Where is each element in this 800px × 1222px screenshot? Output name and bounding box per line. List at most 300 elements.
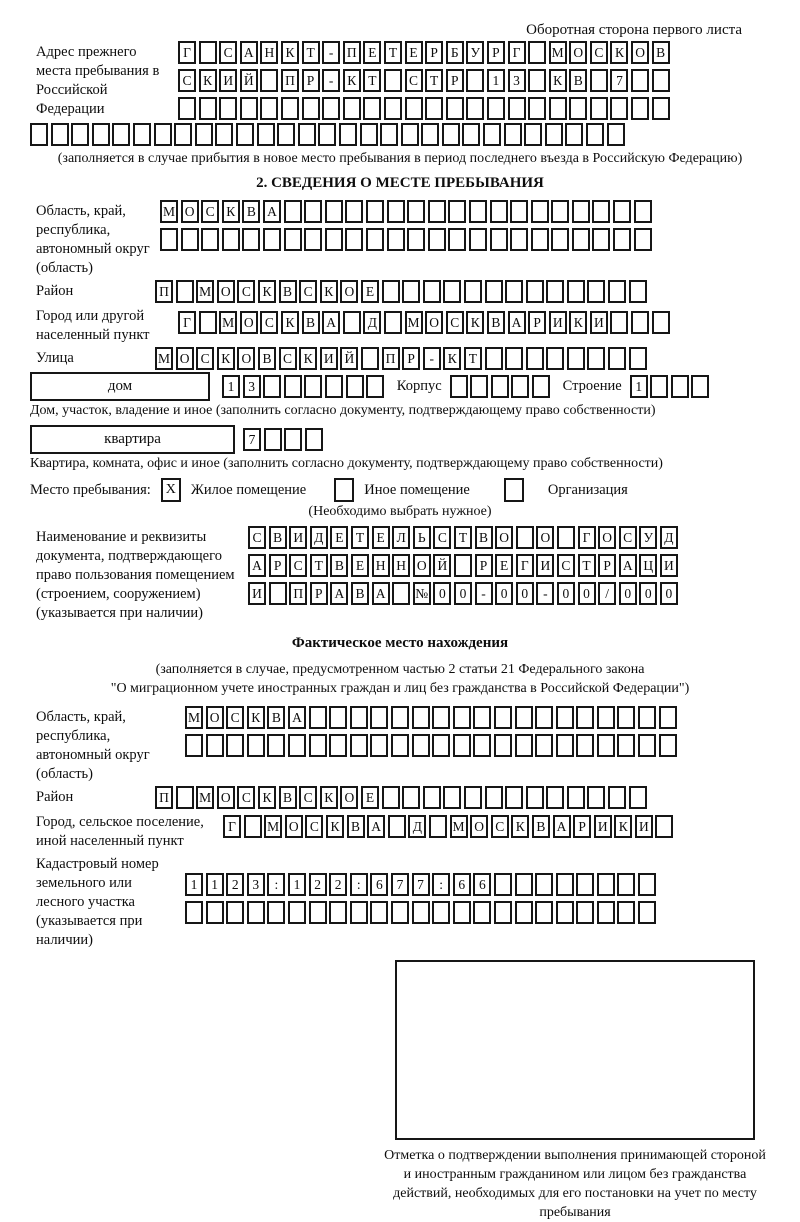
char-cell[interactable] [532, 375, 550, 398]
char-cell[interactable] [556, 873, 574, 896]
char-cell[interactable] [370, 734, 388, 757]
char-cell[interactable]: О [240, 311, 258, 334]
char-cell[interactable]: И [320, 347, 338, 370]
char-cell[interactable] [215, 123, 233, 146]
char-cell[interactable]: А [553, 815, 571, 838]
char-cell[interactable]: 6 [453, 873, 471, 896]
char-cell[interactable] [388, 815, 406, 838]
char-cell[interactable] [613, 200, 631, 223]
char-cell[interactable]: Т [464, 347, 482, 370]
char-cell[interactable]: К [299, 347, 317, 370]
char-cell[interactable] [464, 280, 482, 303]
char-cell[interactable] [565, 123, 583, 146]
char-cell[interactable] [421, 123, 439, 146]
char-cell[interactable] [402, 280, 420, 303]
char-cell[interactable]: С [279, 347, 297, 370]
char-cell[interactable]: В [267, 706, 285, 729]
char-cell[interactable] [366, 200, 384, 223]
char-cell[interactable] [473, 901, 491, 924]
char-cell[interactable] [384, 97, 402, 120]
char-cell[interactable] [240, 97, 258, 120]
char-cell[interactable] [325, 375, 343, 398]
char-cell[interactable]: К [320, 280, 338, 303]
char-cell[interactable] [112, 123, 130, 146]
char-cell[interactable] [443, 786, 461, 809]
char-cell[interactable]: Е [351, 554, 369, 577]
char-cell[interactable]: 0 [454, 582, 472, 605]
char-cell[interactable]: Г [516, 554, 534, 577]
char-cell[interactable]: И [660, 554, 678, 577]
char-cell[interactable] [382, 786, 400, 809]
char-cell[interactable]: Г [178, 311, 196, 334]
char-cell[interactable]: П [343, 41, 361, 64]
char-cell[interactable] [284, 375, 302, 398]
char-cell[interactable] [528, 97, 546, 120]
char-cell[interactable] [607, 123, 625, 146]
char-cell[interactable] [631, 311, 649, 334]
char-cell[interactable] [160, 228, 178, 251]
char-cell[interactable]: Й [340, 347, 358, 370]
char-cell[interactable]: К [281, 311, 299, 334]
char-cell[interactable]: С [248, 526, 266, 549]
char-cell[interactable]: 1 [288, 873, 306, 896]
char-cell[interactable]: 3 [243, 375, 261, 398]
char-cell[interactable] [572, 200, 590, 223]
char-cell[interactable]: Р [310, 582, 328, 605]
char-cell[interactable]: К [614, 815, 632, 838]
char-cell[interactable]: С [299, 280, 317, 303]
char-cell[interactable] [546, 280, 564, 303]
char-cell[interactable]: О [631, 41, 649, 64]
char-cell[interactable] [466, 97, 484, 120]
char-cell[interactable]: 0 [557, 582, 575, 605]
char-cell[interactable]: М [185, 706, 203, 729]
char-cell[interactable] [350, 706, 368, 729]
char-cell[interactable]: М [196, 280, 214, 303]
char-cell[interactable]: Т [351, 526, 369, 549]
char-cell[interactable]: Р [573, 815, 591, 838]
char-cell[interactable]: И [635, 815, 653, 838]
char-cell[interactable]: К [343, 69, 361, 92]
char-cell[interactable] [260, 97, 278, 120]
char-cell[interactable] [267, 901, 285, 924]
char-cell[interactable]: Е [361, 280, 379, 303]
char-cell[interactable]: А [240, 41, 258, 64]
char-cell[interactable]: К [569, 311, 587, 334]
char-cell[interactable] [226, 901, 244, 924]
char-cell[interactable] [199, 97, 217, 120]
char-cell[interactable] [597, 734, 615, 757]
char-cell[interactable]: Д [660, 526, 678, 549]
char-cell[interactable]: 6 [370, 873, 388, 896]
char-cell[interactable]: - [536, 582, 554, 605]
char-cell[interactable] [576, 706, 594, 729]
char-cell[interactable]: 7 [243, 428, 261, 451]
char-cell[interactable]: Е [372, 526, 390, 549]
char-cell[interactable] [510, 228, 528, 251]
char-cell[interactable] [526, 280, 544, 303]
checkbox-inoe[interactable] [334, 478, 354, 502]
char-cell[interactable] [350, 901, 368, 924]
char-cell[interactable] [401, 123, 419, 146]
char-cell[interactable]: Т [302, 41, 320, 64]
char-cell[interactable] [629, 786, 647, 809]
char-cell[interactable]: И [248, 582, 266, 605]
char-cell[interactable]: 0 [516, 582, 534, 605]
char-cell[interactable]: - [322, 69, 340, 92]
char-cell[interactable]: 1 [185, 873, 203, 896]
char-cell[interactable] [448, 228, 466, 251]
char-cell[interactable]: А [367, 815, 385, 838]
char-cell[interactable] [392, 582, 410, 605]
char-cell[interactable] [443, 280, 461, 303]
char-cell[interactable] [494, 734, 512, 757]
char-cell[interactable]: : [432, 873, 450, 896]
char-cell[interactable] [597, 873, 615, 896]
char-cell[interactable]: Н [260, 41, 278, 64]
char-cell[interactable]: О [569, 41, 587, 64]
char-cell[interactable] [322, 97, 340, 120]
char-cell[interactable] [199, 311, 217, 334]
char-cell[interactable]: - [322, 41, 340, 64]
char-cell[interactable]: 0 [660, 582, 678, 605]
char-cell[interactable]: С [289, 554, 307, 577]
char-cell[interactable] [567, 347, 585, 370]
char-cell[interactable] [613, 228, 631, 251]
char-cell[interactable]: 3 [247, 873, 265, 896]
char-cell[interactable] [528, 41, 546, 64]
char-cell[interactable] [487, 97, 505, 120]
char-cell[interactable] [387, 200, 405, 223]
char-cell[interactable]: 3 [508, 69, 526, 92]
char-cell[interactable]: Р [425, 41, 443, 64]
char-cell[interactable] [176, 280, 194, 303]
char-cell[interactable] [515, 873, 533, 896]
char-cell[interactable]: Т [384, 41, 402, 64]
char-cell[interactable] [309, 706, 327, 729]
char-cell[interactable]: О [181, 200, 199, 223]
char-cell[interactable] [366, 228, 384, 251]
char-cell[interactable] [370, 901, 388, 924]
char-cell[interactable] [551, 228, 569, 251]
char-cell[interactable] [590, 97, 608, 120]
char-cell[interactable]: С [226, 706, 244, 729]
char-cell[interactable] [302, 97, 320, 120]
char-cell[interactable] [30, 123, 48, 146]
char-cell[interactable]: К [326, 815, 344, 838]
char-cell[interactable] [597, 901, 615, 924]
char-cell[interactable] [671, 375, 689, 398]
char-cell[interactable]: Л [392, 526, 410, 549]
char-cell[interactable] [597, 706, 615, 729]
char-cell[interactable]: М [264, 815, 282, 838]
char-cell[interactable]: С [557, 554, 575, 577]
char-cell[interactable]: К [610, 41, 628, 64]
char-cell[interactable] [429, 815, 447, 838]
char-cell[interactable] [528, 69, 546, 92]
char-cell[interactable] [329, 706, 347, 729]
char-cell[interactable] [531, 200, 549, 223]
char-cell[interactable] [185, 734, 203, 757]
char-cell[interactable]: : [267, 873, 285, 896]
char-cell[interactable] [491, 375, 509, 398]
char-cell[interactable] [407, 228, 425, 251]
char-cell[interactable]: 7 [610, 69, 628, 92]
char-cell[interactable] [524, 123, 542, 146]
char-cell[interactable] [526, 347, 544, 370]
char-cell[interactable] [572, 228, 590, 251]
char-cell[interactable] [432, 706, 450, 729]
char-cell[interactable] [298, 123, 316, 146]
char-cell[interactable]: Р [487, 41, 505, 64]
char-cell[interactable]: Е [405, 41, 423, 64]
char-cell[interactable] [304, 200, 322, 223]
char-cell[interactable] [405, 97, 423, 120]
checkbox-organizatsiya[interactable] [504, 478, 524, 502]
char-cell[interactable]: / [598, 582, 616, 605]
char-cell[interactable]: О [217, 786, 235, 809]
char-cell[interactable] [450, 375, 468, 398]
char-cell[interactable] [526, 786, 544, 809]
char-cell[interactable] [610, 311, 628, 334]
char-cell[interactable] [631, 69, 649, 92]
char-cell[interactable] [504, 123, 522, 146]
char-cell[interactable] [608, 280, 626, 303]
char-cell[interactable]: 0 [578, 582, 596, 605]
char-cell[interactable]: В [242, 200, 260, 223]
char-cell[interactable]: В [279, 280, 297, 303]
char-cell[interactable] [284, 228, 302, 251]
char-cell[interactable] [178, 97, 196, 120]
char-cell[interactable]: Г [578, 526, 596, 549]
char-cell[interactable] [592, 228, 610, 251]
char-cell[interactable] [659, 706, 677, 729]
char-cell[interactable] [329, 901, 347, 924]
char-cell[interactable] [586, 123, 604, 146]
char-cell[interactable]: Т [310, 554, 328, 577]
char-cell[interactable] [617, 901, 635, 924]
char-cell[interactable]: 0 [639, 582, 657, 605]
char-cell[interactable] [610, 97, 628, 120]
char-cell[interactable]: К [247, 706, 265, 729]
char-cell[interactable]: 1 [222, 375, 240, 398]
char-cell[interactable]: А [619, 554, 637, 577]
char-cell[interactable] [412, 734, 430, 757]
char-cell[interactable]: О [340, 786, 358, 809]
char-cell[interactable] [391, 734, 409, 757]
char-cell[interactable]: М [450, 815, 468, 838]
char-cell[interactable] [448, 200, 466, 223]
char-cell[interactable]: Ц [639, 554, 657, 577]
char-cell[interactable] [531, 228, 549, 251]
char-cell[interactable] [470, 375, 488, 398]
char-cell[interactable]: А [248, 554, 266, 577]
char-cell[interactable] [428, 200, 446, 223]
char-cell[interactable]: К [258, 786, 276, 809]
char-cell[interactable] [350, 734, 368, 757]
char-cell[interactable]: О [470, 815, 488, 838]
char-cell[interactable]: Р [598, 554, 616, 577]
char-cell[interactable] [425, 97, 443, 120]
char-cell[interactable] [453, 901, 471, 924]
char-cell[interactable] [432, 901, 450, 924]
char-cell[interactable]: В [279, 786, 297, 809]
char-cell[interactable]: С [446, 311, 464, 334]
char-cell[interactable]: 1 [487, 69, 505, 92]
char-cell[interactable] [391, 901, 409, 924]
char-cell[interactable] [608, 786, 626, 809]
char-cell[interactable]: Т [363, 69, 381, 92]
char-cell[interactable] [505, 786, 523, 809]
char-cell[interactable]: 2 [309, 873, 327, 896]
char-cell[interactable] [247, 734, 265, 757]
char-cell[interactable] [361, 347, 379, 370]
char-cell[interactable] [309, 734, 327, 757]
char-cell[interactable]: В [347, 815, 365, 838]
char-cell[interactable] [154, 123, 172, 146]
char-cell[interactable]: Г [508, 41, 526, 64]
char-cell[interactable]: В [475, 526, 493, 549]
char-cell[interactable]: К [217, 347, 235, 370]
char-cell[interactable]: Д [310, 526, 328, 549]
char-cell[interactable] [269, 582, 287, 605]
char-cell[interactable]: В [258, 347, 276, 370]
char-cell[interactable]: С [590, 41, 608, 64]
char-cell[interactable] [201, 228, 219, 251]
char-cell[interactable]: К [320, 786, 338, 809]
char-cell[interactable] [423, 786, 441, 809]
char-cell[interactable]: Е [330, 526, 348, 549]
char-cell[interactable]: С [260, 311, 278, 334]
char-cell[interactable] [206, 734, 224, 757]
char-cell[interactable] [485, 280, 503, 303]
char-cell[interactable]: К [443, 347, 461, 370]
char-cell[interactable] [206, 901, 224, 924]
char-cell[interactable]: 0 [619, 582, 637, 605]
char-cell[interactable]: Е [363, 41, 381, 64]
char-cell[interactable]: Й [433, 554, 451, 577]
char-cell[interactable] [587, 786, 605, 809]
char-cell[interactable] [263, 375, 281, 398]
char-cell[interactable] [185, 901, 203, 924]
char-cell[interactable] [181, 228, 199, 251]
char-cell[interactable]: : [350, 873, 368, 896]
char-cell[interactable]: О [495, 526, 513, 549]
char-cell[interactable]: О [413, 554, 431, 577]
char-cell[interactable] [549, 97, 567, 120]
char-cell[interactable] [638, 734, 656, 757]
char-cell[interactable] [309, 901, 327, 924]
char-cell[interactable] [174, 123, 192, 146]
char-cell[interactable]: А [263, 200, 281, 223]
char-cell[interactable]: П [155, 280, 173, 303]
char-cell[interactable]: В [330, 554, 348, 577]
char-cell[interactable]: Н [372, 554, 390, 577]
char-cell[interactable] [505, 280, 523, 303]
char-cell[interactable] [384, 311, 402, 334]
char-cell[interactable]: С [299, 786, 317, 809]
char-cell[interactable]: Р [528, 311, 546, 334]
char-cell[interactable]: С [237, 786, 255, 809]
char-cell[interactable] [508, 97, 526, 120]
char-cell[interactable]: С [405, 69, 423, 92]
char-cell[interactable] [652, 97, 670, 120]
char-cell[interactable] [277, 123, 295, 146]
char-cell[interactable] [490, 228, 508, 251]
char-cell[interactable] [655, 815, 673, 838]
char-cell[interactable] [242, 228, 260, 251]
char-cell[interactable] [511, 375, 529, 398]
char-cell[interactable]: В [532, 815, 550, 838]
char-cell[interactable] [264, 428, 282, 451]
char-cell[interactable]: 1 [206, 873, 224, 896]
char-cell[interactable] [557, 526, 575, 549]
char-cell[interactable]: 6 [473, 873, 491, 896]
char-cell[interactable]: О [285, 815, 303, 838]
char-cell[interactable]: И [219, 69, 237, 92]
char-cell[interactable]: Р [402, 347, 420, 370]
char-cell[interactable] [195, 123, 213, 146]
char-cell[interactable]: К [549, 69, 567, 92]
char-cell[interactable] [370, 706, 388, 729]
char-cell[interactable] [652, 69, 670, 92]
char-cell[interactable] [631, 97, 649, 120]
char-cell[interactable]: Й [240, 69, 258, 92]
char-cell[interactable] [546, 347, 564, 370]
char-cell[interactable] [281, 97, 299, 120]
char-cell[interactable] [485, 347, 503, 370]
char-cell[interactable]: Т [454, 526, 472, 549]
char-cell[interactable] [305, 428, 323, 451]
char-cell[interactable] [92, 123, 110, 146]
char-cell[interactable]: Р [302, 69, 320, 92]
char-cell[interactable] [329, 734, 347, 757]
char-cell[interactable] [510, 200, 528, 223]
char-cell[interactable]: О [206, 706, 224, 729]
char-cell[interactable]: - [423, 347, 441, 370]
char-cell[interactable] [412, 901, 430, 924]
char-cell[interactable] [407, 200, 425, 223]
char-cell[interactable]: М [405, 311, 423, 334]
char-cell[interactable]: Р [269, 554, 287, 577]
char-cell[interactable] [587, 347, 605, 370]
char-cell[interactable]: П [155, 786, 173, 809]
char-cell[interactable] [545, 123, 563, 146]
char-cell[interactable] [617, 734, 635, 757]
char-cell[interactable] [304, 228, 322, 251]
char-cell[interactable] [226, 734, 244, 757]
char-cell[interactable]: С [619, 526, 637, 549]
char-cell[interactable] [260, 69, 278, 92]
char-cell[interactable]: А [288, 706, 306, 729]
char-cell[interactable]: Р [475, 554, 493, 577]
char-cell[interactable] [428, 228, 446, 251]
char-cell[interactable] [346, 375, 364, 398]
char-cell[interactable] [318, 123, 336, 146]
char-cell[interactable] [284, 428, 302, 451]
char-cell[interactable]: С [305, 815, 323, 838]
char-cell[interactable] [382, 280, 400, 303]
char-cell[interactable] [638, 706, 656, 729]
char-cell[interactable] [343, 97, 361, 120]
char-cell[interactable]: И [594, 815, 612, 838]
char-cell[interactable] [505, 347, 523, 370]
char-cell[interactable]: В [269, 526, 287, 549]
char-cell[interactable]: С [178, 69, 196, 92]
char-cell[interactable] [446, 97, 464, 120]
char-cell[interactable] [464, 786, 482, 809]
char-cell[interactable]: С [491, 815, 509, 838]
